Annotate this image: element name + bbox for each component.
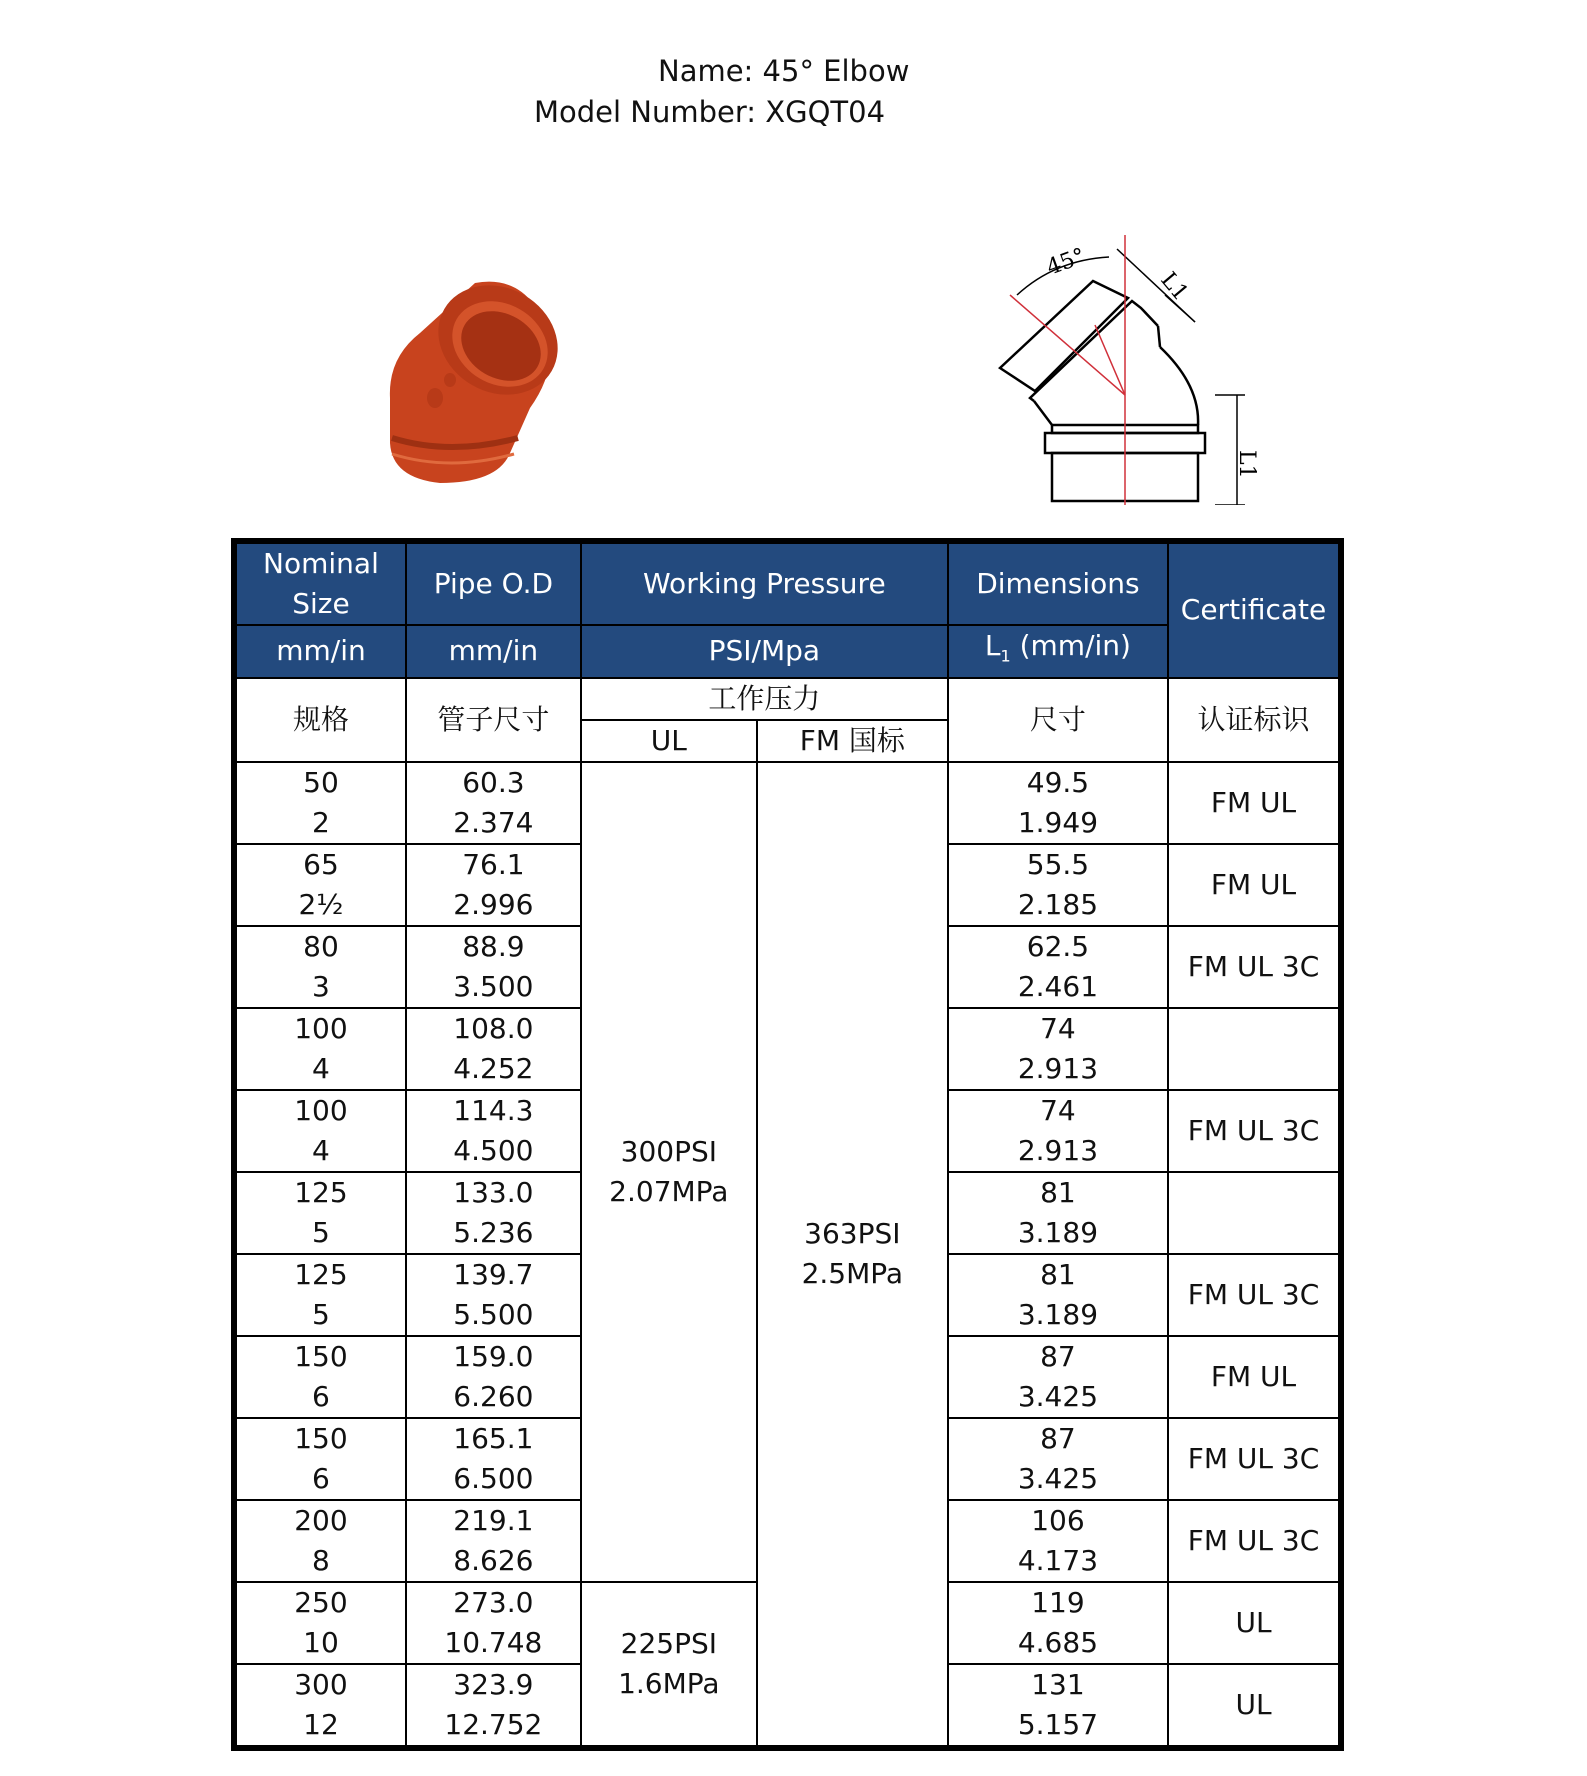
- unit-working-pressure: PSI/Mpa: [581, 625, 948, 678]
- dimension-cell: 87 3.425: [948, 1336, 1168, 1418]
- certificate-cell: [1168, 1172, 1341, 1254]
- header-dimensions: Dimensions: [948, 541, 1168, 625]
- model-value: XGQT04: [765, 95, 886, 129]
- nominal-size-cell: 200 8: [234, 1500, 406, 1582]
- dimension-cell: 62.5 2.461: [948, 926, 1168, 1008]
- dimension-cell: 74 2.913: [948, 1090, 1168, 1172]
- nominal-size-cell: 125 5: [234, 1254, 406, 1336]
- pipe-od-cell: 139.7 5.500: [406, 1254, 581, 1336]
- unit-nominal-size: mm/in: [234, 625, 406, 678]
- zh-working-pressure: 工作压力: [581, 678, 948, 720]
- unit-dimensions: $L_1$ (mm/in): [948, 625, 1168, 678]
- header-nominal-size: Nominal Size: [234, 541, 406, 625]
- certificate-cell: FM UL: [1168, 844, 1341, 926]
- zh-pipe-od: 管子尺寸: [406, 678, 581, 762]
- nominal-size-cell: 150 6: [234, 1336, 406, 1418]
- fm-pressure-cell: 363PSI 2.5MPa: [757, 762, 948, 1748]
- specification-table: [231, 538, 1344, 1751]
- header-pipe-od: Pipe O.D: [406, 541, 581, 625]
- zh-fm: FM 国标: [757, 720, 948, 762]
- elbow-photo: [380, 278, 600, 498]
- certificate-cell: UL: [1168, 1664, 1341, 1748]
- pipe-od-cell: 76.1 2.996: [406, 844, 581, 926]
- pipe-od-cell: 133.0 5.236: [406, 1172, 581, 1254]
- dimension-cell: 131 5.157: [948, 1664, 1168, 1748]
- dimension-cell: 87 3.425: [948, 1418, 1168, 1500]
- pipe-od-cell: 323.9 12.752: [406, 1664, 581, 1748]
- nominal-size-cell: 80 3: [234, 926, 406, 1008]
- model-number-line: [534, 95, 885, 129]
- nominal-size-cell: 100 4: [234, 1090, 406, 1172]
- header-working-pressure: Working Pressure: [581, 541, 948, 625]
- pipe-od-cell: 165.1 6.500: [406, 1418, 581, 1500]
- certificate-cell: FM UL 3C: [1168, 1090, 1341, 1172]
- certificate-cell: FM UL: [1168, 1336, 1341, 1418]
- dimension-cell: 106 4.173: [948, 1500, 1168, 1582]
- dimension-cell: 81 3.189: [948, 1254, 1168, 1336]
- dimension-cell: 55.5 2.185: [948, 844, 1168, 926]
- angle-label: 45°: [1043, 243, 1089, 281]
- nominal-size-cell: 150 6: [234, 1418, 406, 1500]
- nominal-size-cell: 250 10: [234, 1582, 406, 1664]
- certificate-cell: FM UL 3C: [1168, 1500, 1341, 1582]
- nominal-size-cell: 125 5: [234, 1172, 406, 1254]
- pipe-od-cell: 273.0 10.748: [406, 1582, 581, 1664]
- certificate-cell: UL: [1168, 1582, 1341, 1664]
- nominal-size-cell: 65 2½: [234, 844, 406, 926]
- dimension-cell: 119 4.685: [948, 1582, 1168, 1664]
- product-name-line: [658, 54, 909, 88]
- ul-pressure-cell: 300PSI 2.07MPa: [581, 762, 757, 1582]
- unit-pipe-od: mm/in: [406, 625, 581, 678]
- pipe-od-cell: 60.3 2.374: [406, 762, 581, 844]
- zh-ul: UL: [581, 720, 757, 762]
- dimension-cell: 81 3.189: [948, 1172, 1168, 1254]
- table-row: [234, 762, 1341, 844]
- certificate-cell: FM UL: [1168, 762, 1341, 844]
- zh-certificate: 认证标识: [1168, 678, 1341, 762]
- pipe-od-cell: 159.0 6.260: [406, 1336, 581, 1418]
- nominal-size-cell: 50 2: [234, 762, 406, 844]
- certificate-cell: FM UL 3C: [1168, 926, 1341, 1008]
- zh-nominal-size: 规格: [234, 678, 406, 762]
- header-certificate: Certificate: [1168, 541, 1341, 678]
- certificate-cell: FM UL 3C: [1168, 1418, 1341, 1500]
- pipe-od-cell: 219.1 8.626: [406, 1500, 581, 1582]
- zh-dimensions: 尺寸: [948, 678, 1168, 762]
- nominal-size-cell: 300 12: [234, 1664, 406, 1748]
- certificate-cell: [1168, 1008, 1341, 1090]
- ul-pressure-cell: 225PSI 1.6MPa: [581, 1582, 757, 1748]
- dim-label-top: L1: [1155, 267, 1193, 306]
- pipe-od-cell: 108.0 4.252: [406, 1008, 581, 1090]
- pipe-od-cell: 88.9 3.500: [406, 926, 581, 1008]
- certificate-cell: FM UL 3C: [1168, 1254, 1341, 1336]
- pipe-od-cell: 114.3 4.500: [406, 1090, 581, 1172]
- name-value: 45° Elbow: [762, 54, 910, 88]
- name-label: Name:: [658, 54, 754, 88]
- model-label: Model Number:: [534, 95, 757, 129]
- nominal-size-cell: 100 4: [234, 1008, 406, 1090]
- dim-label-side: L1: [1234, 450, 1259, 479]
- dimension-cell: 49.5 1.949: [948, 762, 1168, 844]
- elbow-technical-drawing: [995, 235, 1295, 505]
- dimension-cell: 74 2.913: [948, 1008, 1168, 1090]
